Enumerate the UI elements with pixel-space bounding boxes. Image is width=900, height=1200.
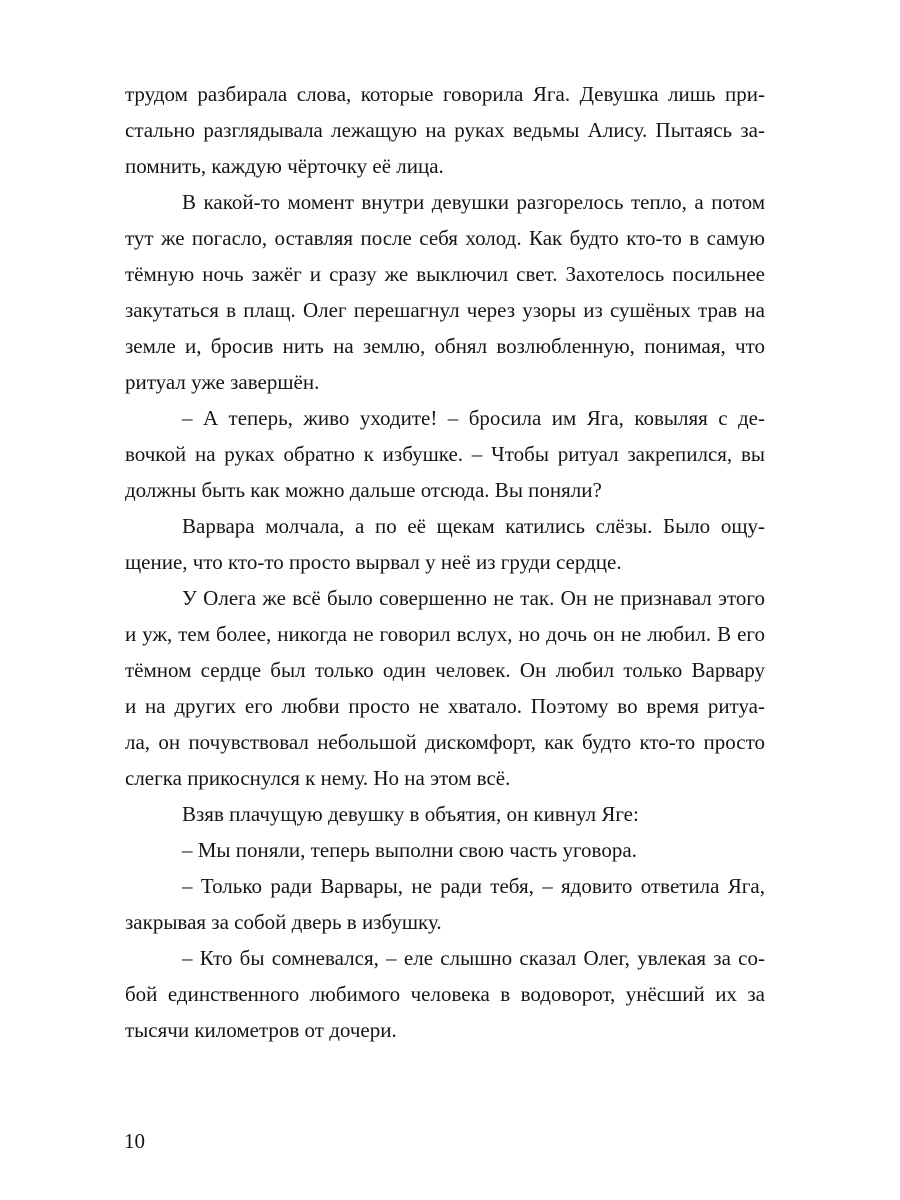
text-line: должны быть как можно дальше отсюда. Вы поняли? [125, 478, 602, 502]
text-line: Взяв плачущую девушку в объятия, он кивнул Яге: [182, 802, 639, 826]
text-line: – А теперь, живо уходите! – бросила им Яга, ковыляя с де- [182, 406, 765, 430]
paragraph [125, 796, 765, 832]
text-line: тут же погасло, оставляя после себя холод. Как будто кто-то в самую [125, 226, 765, 250]
paragraph [125, 400, 765, 508]
page-text [125, 76, 765, 1048]
paragraph [125, 868, 765, 940]
text-line: бой единственного любимого человека в водоворот, унёсший их за [125, 982, 765, 1006]
text-line: и на других его любви просто не хватало. Поэтому во время ритуа- [125, 694, 765, 718]
text-line: В какой-то момент внутри девушки разгорелось тепло, а потом [182, 190, 765, 214]
text-line: закрывая за собой дверь в избушку. [125, 910, 442, 934]
text-line: трудом разбирала слова, которые говорила Яга. Девушка лишь при- [125, 82, 765, 106]
text-line: тёмном сердце был только один человек. Он любил только Варвару [125, 658, 765, 682]
text-line: – Только ради Варвары, не ради тебя, – ядовито ответила Яга, [182, 874, 765, 898]
paragraph [125, 184, 765, 400]
text-line: – Мы поняли, теперь выполни свою часть уговора. [182, 838, 637, 862]
text-line: Варвара молчала, а по её щекам катились слёзы. Было ощу- [182, 514, 765, 538]
text-line: стально разглядывала лежащую на руках ведьмы Алису. Пытаясь за- [125, 118, 765, 142]
text-line: земле и, бросив нить на землю, обнял возлюбленную, понимая, что [125, 334, 765, 358]
text-line: – Кто бы сомневался, – еле слышно сказал Олег, увлекая за со- [182, 946, 765, 970]
text-line: тёмную ночь зажёг и сразу же выключил свет. Захотелось посильнее [125, 262, 765, 286]
page-number: 10 [124, 1129, 145, 1153]
paragraph [125, 580, 765, 796]
text-line: ла, он почувствовал небольшой дискомфорт, как будто кто-то просто [125, 730, 765, 754]
text-line: ритуал уже завершён. [125, 370, 320, 394]
text-line: У Олега же всё было совершенно не так. Он не признавал этого [182, 586, 765, 610]
paragraph [125, 508, 765, 580]
text-line: вочкой на руках обратно к избушке. – Чтобы ритуал закрепился, вы [125, 442, 765, 466]
text-line: помнить, каждую чёрточку её лица. [125, 154, 444, 178]
text-line: закутаться в плащ. Олег перешагнул через узоры из сушёных трав на [125, 298, 765, 322]
paragraph [125, 76, 765, 184]
text-line: тысячи километров от дочери. [125, 1018, 397, 1042]
text-line: и уж, тем более, никогда не говорил вслух, но дочь он не любил. В его [125, 622, 765, 646]
text-line: слегка прикоснулся к нему. Но на этом всё. [125, 766, 511, 790]
paragraph [125, 832, 765, 868]
text-line: щение, что кто-то просто вырвал у неё из груди сердце. [125, 550, 622, 574]
paragraph [125, 940, 765, 1048]
